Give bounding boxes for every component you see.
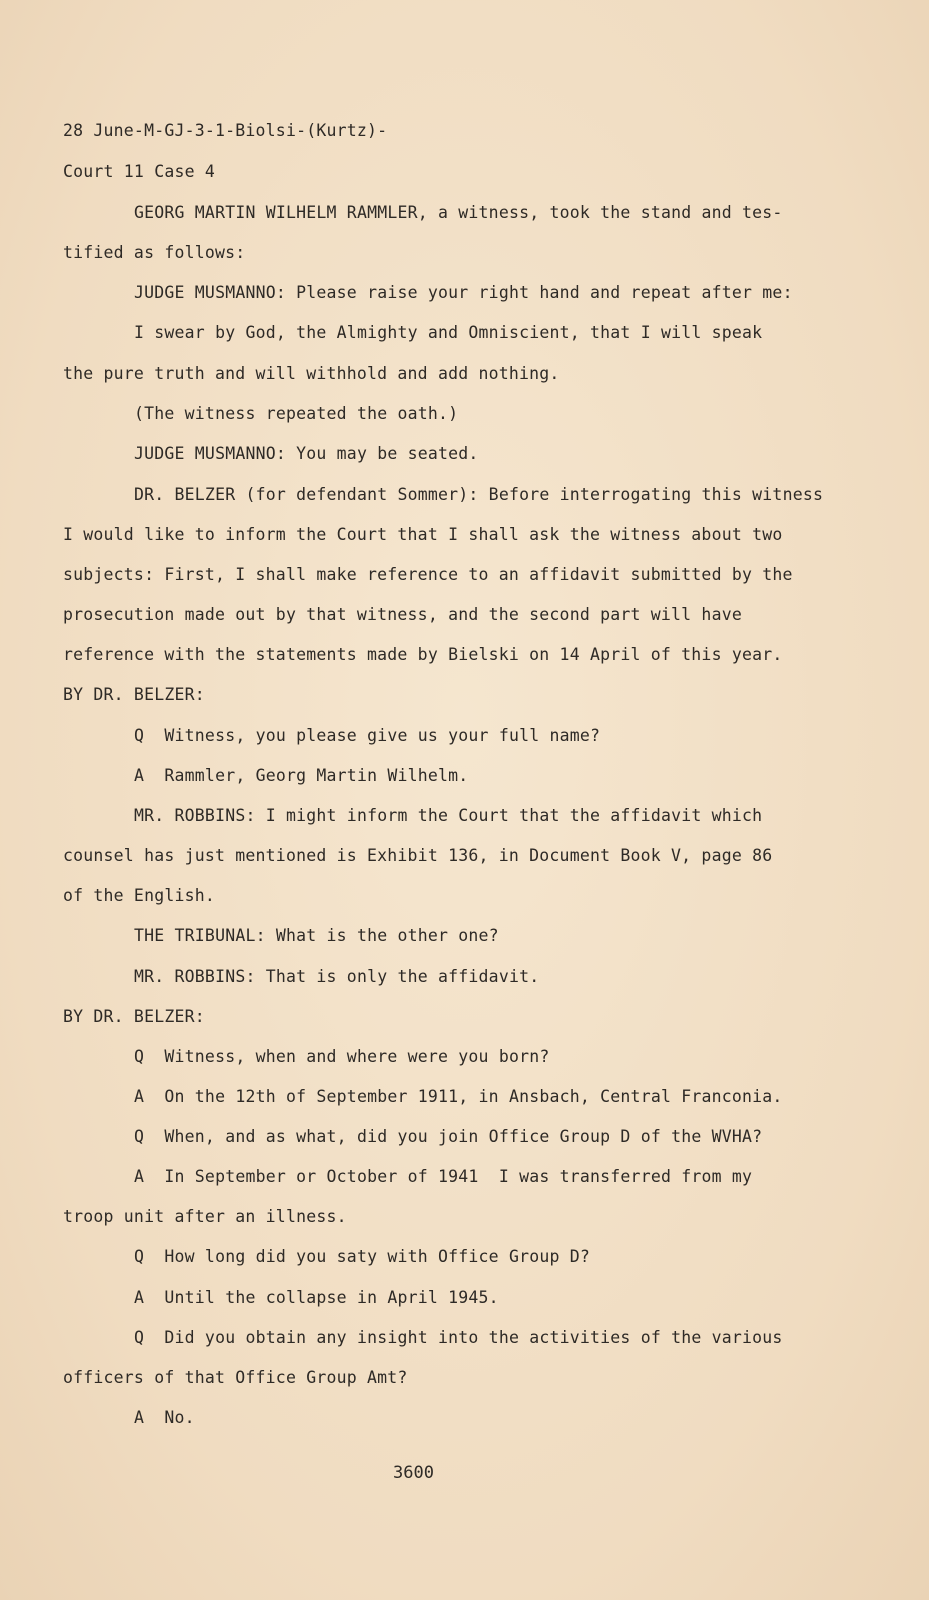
transcript-line: reference with the statements made by Bielski on 14 April of this year.	[63, 645, 783, 664]
transcript-line: JUDGE MUSMANNO: Please raise your right hand and repeat after me:	[134, 283, 793, 302]
transcript-line: DR. BELZER (for defendant Sommer): Before interrogating this witness	[134, 485, 824, 504]
court-case-line: Court 11 Case 4	[63, 162, 216, 181]
transcript-line: counsel has just mentioned is Exhibit 136, in Document Book V, page 86	[63, 846, 773, 865]
transcript-line: A Rammler, Georg Martin Wilhelm.	[134, 766, 469, 785]
transcript-line: Q Witness, you please give us your full name?	[134, 726, 601, 745]
transcript-line: THE TRIBUNAL: What is the other one?	[134, 926, 499, 945]
transcript-line: A On the 12th of September 1911, in Ansbach, Central Franconia.	[134, 1087, 783, 1106]
transcript-line: troop unit after an illness.	[63, 1207, 347, 1226]
page-number: 3600	[393, 1463, 434, 1483]
transcript-line: subjects: First, I shall make reference to an affidavit submitted by the	[63, 565, 793, 584]
transcript-line: Q Witness, when and where were you born?	[134, 1047, 550, 1066]
transcript-line: Q When, and as what, did you join Office Group D of the WVHA?	[134, 1127, 763, 1146]
transcript-line: GEORG MARTIN WILHELM RAMMLER, a witness, took the stand and tes-	[134, 203, 783, 222]
transcript-line: Q Did you obtain any insight into the activities of the various	[134, 1328, 783, 1347]
transcript-line: I would like to inform the Court that I shall ask the witness about two	[63, 525, 783, 544]
transcript-line: A Until the collapse in April 1945.	[134, 1288, 499, 1307]
transcript-line: MR. ROBBINS: I might inform the Court that the affidavit which	[134, 806, 763, 825]
transcript-line: of the English.	[63, 886, 216, 905]
transcript-line: the pure truth and will withhold and add nothing.	[63, 364, 560, 383]
transcript-line: officers of that Office Group Amt?	[63, 1368, 408, 1387]
transcript-line: prosecution made out by that witness, and the second part will have	[63, 605, 742, 624]
document-reference: 28 June-M-GJ-3-1-Biolsi-(Kurtz)-	[63, 121, 388, 140]
transcript-line: BY DR. BELZER:	[63, 685, 205, 704]
transcript-line: Q How long did you saty with Office Group D?	[134, 1247, 591, 1266]
transcript-line: tified as follows:	[63, 243, 246, 262]
transcript-line: A In September or October of 1941 I was transferred from my	[134, 1167, 753, 1186]
transcript-line: BY DR. BELZER:	[63, 1007, 205, 1026]
transcript-line: JUDGE MUSMANNO: You may be seated.	[134, 444, 479, 463]
transcript-line: A No.	[134, 1408, 195, 1427]
transcript-line: MR. ROBBINS: That is only the affidavit.	[134, 967, 540, 986]
transcript-line: (The witness repeated the oath.)	[134, 404, 459, 423]
transcript-line: I swear by God, the Almighty and Omniscient, that I will speak	[134, 323, 763, 342]
